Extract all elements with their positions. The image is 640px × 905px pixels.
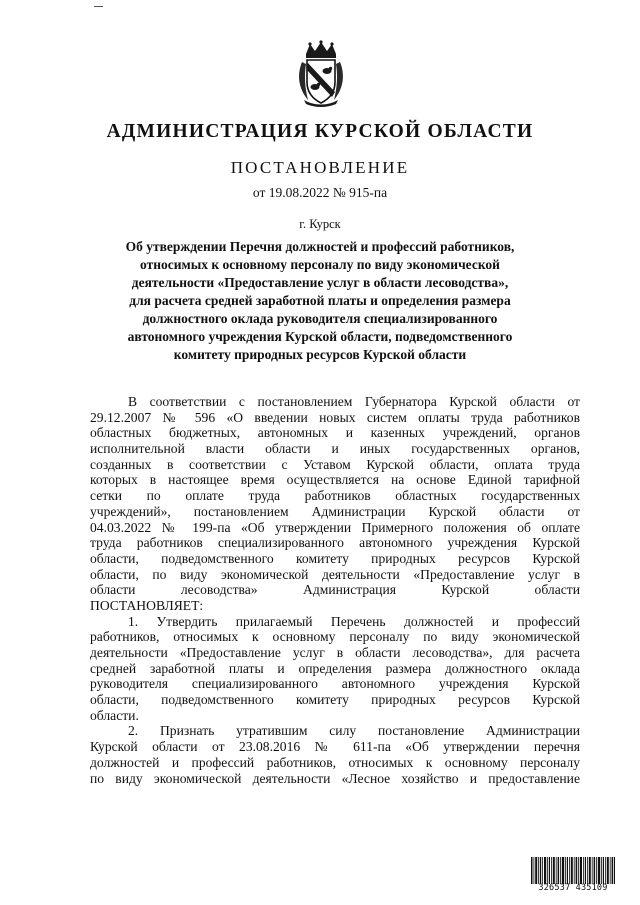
document-type: ПОСТАНОВЛЕНИЕ: [230, 158, 410, 177]
document-city: г. Курск: [299, 217, 341, 231]
body-line: по виду экономической деятельности «Лесное хозяйство и предоставление: [90, 770, 580, 786]
body-line: работников, относимых к основному персоналу по виду экономической: [90, 629, 580, 645]
coat-of-arms-icon: [296, 40, 346, 108]
heading-line: должностного оклада руководителя специализированного: [142, 311, 498, 326]
barcode-number: 326537 435109: [538, 883, 608, 893]
scan-mark: [94, 6, 103, 7]
body-line: труда работников специализированного автономного учреждения Курской: [90, 535, 580, 551]
body-line: области лесоводства» Администрация Курской области: [90, 582, 580, 598]
heading-line: автономного учреждения Курской области, подведомственного: [127, 329, 513, 344]
body-line: Курской области от 23.08.2016 № 611-па «Об утверждении перечня: [90, 739, 580, 755]
body-line: средней заработной платы и определения размера должностного оклада: [90, 660, 580, 676]
body-line: исполнительной власти области и иных государственных органов,: [90, 441, 580, 457]
organization-title: АДМИНИСТРАЦИЯ КУРСКОЙ ОБЛАСТИ: [106, 121, 534, 142]
document-date-number: от 19.08.2022 № 915-па: [252, 185, 388, 200]
barcode-icon: [531, 857, 615, 884]
body-line: области.: [90, 707, 139, 723]
document-heading: [100, 238, 540, 364]
heading-line: для расчета средней заработной платы и определения размера: [129, 293, 511, 308]
body-line: должностей и профессий работников, относимых к основному персоналу: [90, 754, 580, 770]
heading-line: деятельности «Предоставление услуг в области лесоводства»,: [131, 275, 509, 290]
body-line: областных бюджетных, автономных и казенных учреждений, органов: [90, 425, 580, 441]
body-line: 1. Утвердить прилагаемый Перечень должностей и профессий: [128, 613, 580, 629]
barcode: [531, 857, 615, 893]
body-line: ПОСТАНОВЛЯЕТ:: [90, 597, 204, 613]
body-line: В соответствии с постановлением Губернатора Курской области от: [128, 394, 580, 409]
body-line: учреждений», постановлением Администрации Курской области от: [90, 503, 580, 519]
body-line: области, подведомственного комитету природных ресурсов Курской: [90, 550, 580, 566]
body-line: руководителя специализированного автономного учреждения Курской: [90, 676, 580, 692]
document-body: [90, 394, 580, 786]
body-line: сетки по оплате труда работников областных государственных: [90, 488, 580, 504]
body-line: созданных в соответствии с Уставом Курской области, оплата труда: [90, 456, 580, 472]
heading-line: комитету природных ресурсов Курской области: [173, 347, 467, 362]
heading-line: Об утверждении Перечня должностей и профессий работников,: [125, 239, 515, 254]
body-line: 2. Признать утратившим силу постановление Администрации: [128, 723, 580, 739]
body-line: 29.12.2007 № 596 «О введении новых систем оплаты труда работников: [90, 409, 580, 425]
body-line: области, по виду экономической деятельности «Предоставление услуг в: [90, 566, 580, 582]
body-line: деятельности «Предоставление услуг в области лесоводства», для расчета: [90, 645, 580, 660]
body-line: которых в настоящее время осуществляется на основе Единой тарифной: [90, 472, 580, 488]
body-line: 04.03.2022 № 199-па «Об утверждении Примерного положения об оплате: [90, 519, 580, 535]
body-line: области, подведомственного комитету природных ресурсов Курской: [90, 692, 580, 708]
heading-line: относимых к основному персоналу по виду экономической: [140, 257, 500, 272]
